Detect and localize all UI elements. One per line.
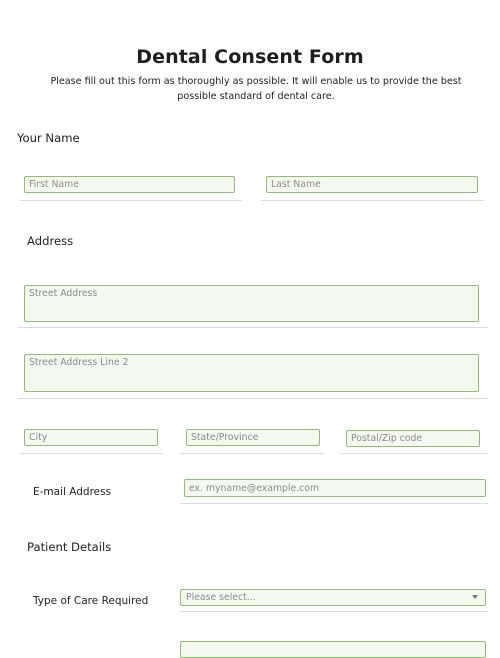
first-name-input[interactable]: [24, 176, 235, 193]
type-of-care-divider: [180, 611, 488, 612]
last-name-divider: [261, 200, 484, 201]
type-of-care-label: Type of Care Required: [33, 595, 149, 607]
type-of-care-select[interactable]: [180, 589, 486, 606]
form-title: Dental Consent Form: [136, 46, 364, 68]
next-field-partial[interactable]: [180, 641, 486, 658]
email-label: E-mail Address: [33, 486, 112, 498]
email-input[interactable]: [184, 479, 486, 497]
last-name-input[interactable]: [266, 176, 478, 193]
your-name-label: Your Name: [17, 131, 80, 145]
email-divider: [180, 503, 488, 504]
type-of-care-selected-value: Please select...: [186, 592, 256, 603]
patient-details-label: Patient Details: [27, 540, 112, 554]
city-input[interactable]: [24, 429, 158, 446]
state-province-input[interactable]: [186, 429, 320, 446]
address-label: Address: [27, 234, 74, 248]
street-address-input[interactable]: [24, 285, 479, 322]
city-divider: [20, 453, 162, 454]
street-address-divider: [18, 327, 488, 328]
chevron-down-icon: [472, 595, 478, 599]
street-address-line2-input[interactable]: [24, 354, 479, 392]
postal-zip-divider: [341, 453, 487, 454]
first-name-divider: [20, 200, 242, 201]
state-province-divider: [180, 453, 324, 454]
postal-zip-input[interactable]: [346, 430, 480, 447]
form-subtitle: Please fill out this form as thoroughly as possible. It will enable us to provide the best possible standard of dental care.: [50, 76, 462, 102]
street-address-line2-divider: [18, 398, 488, 399]
